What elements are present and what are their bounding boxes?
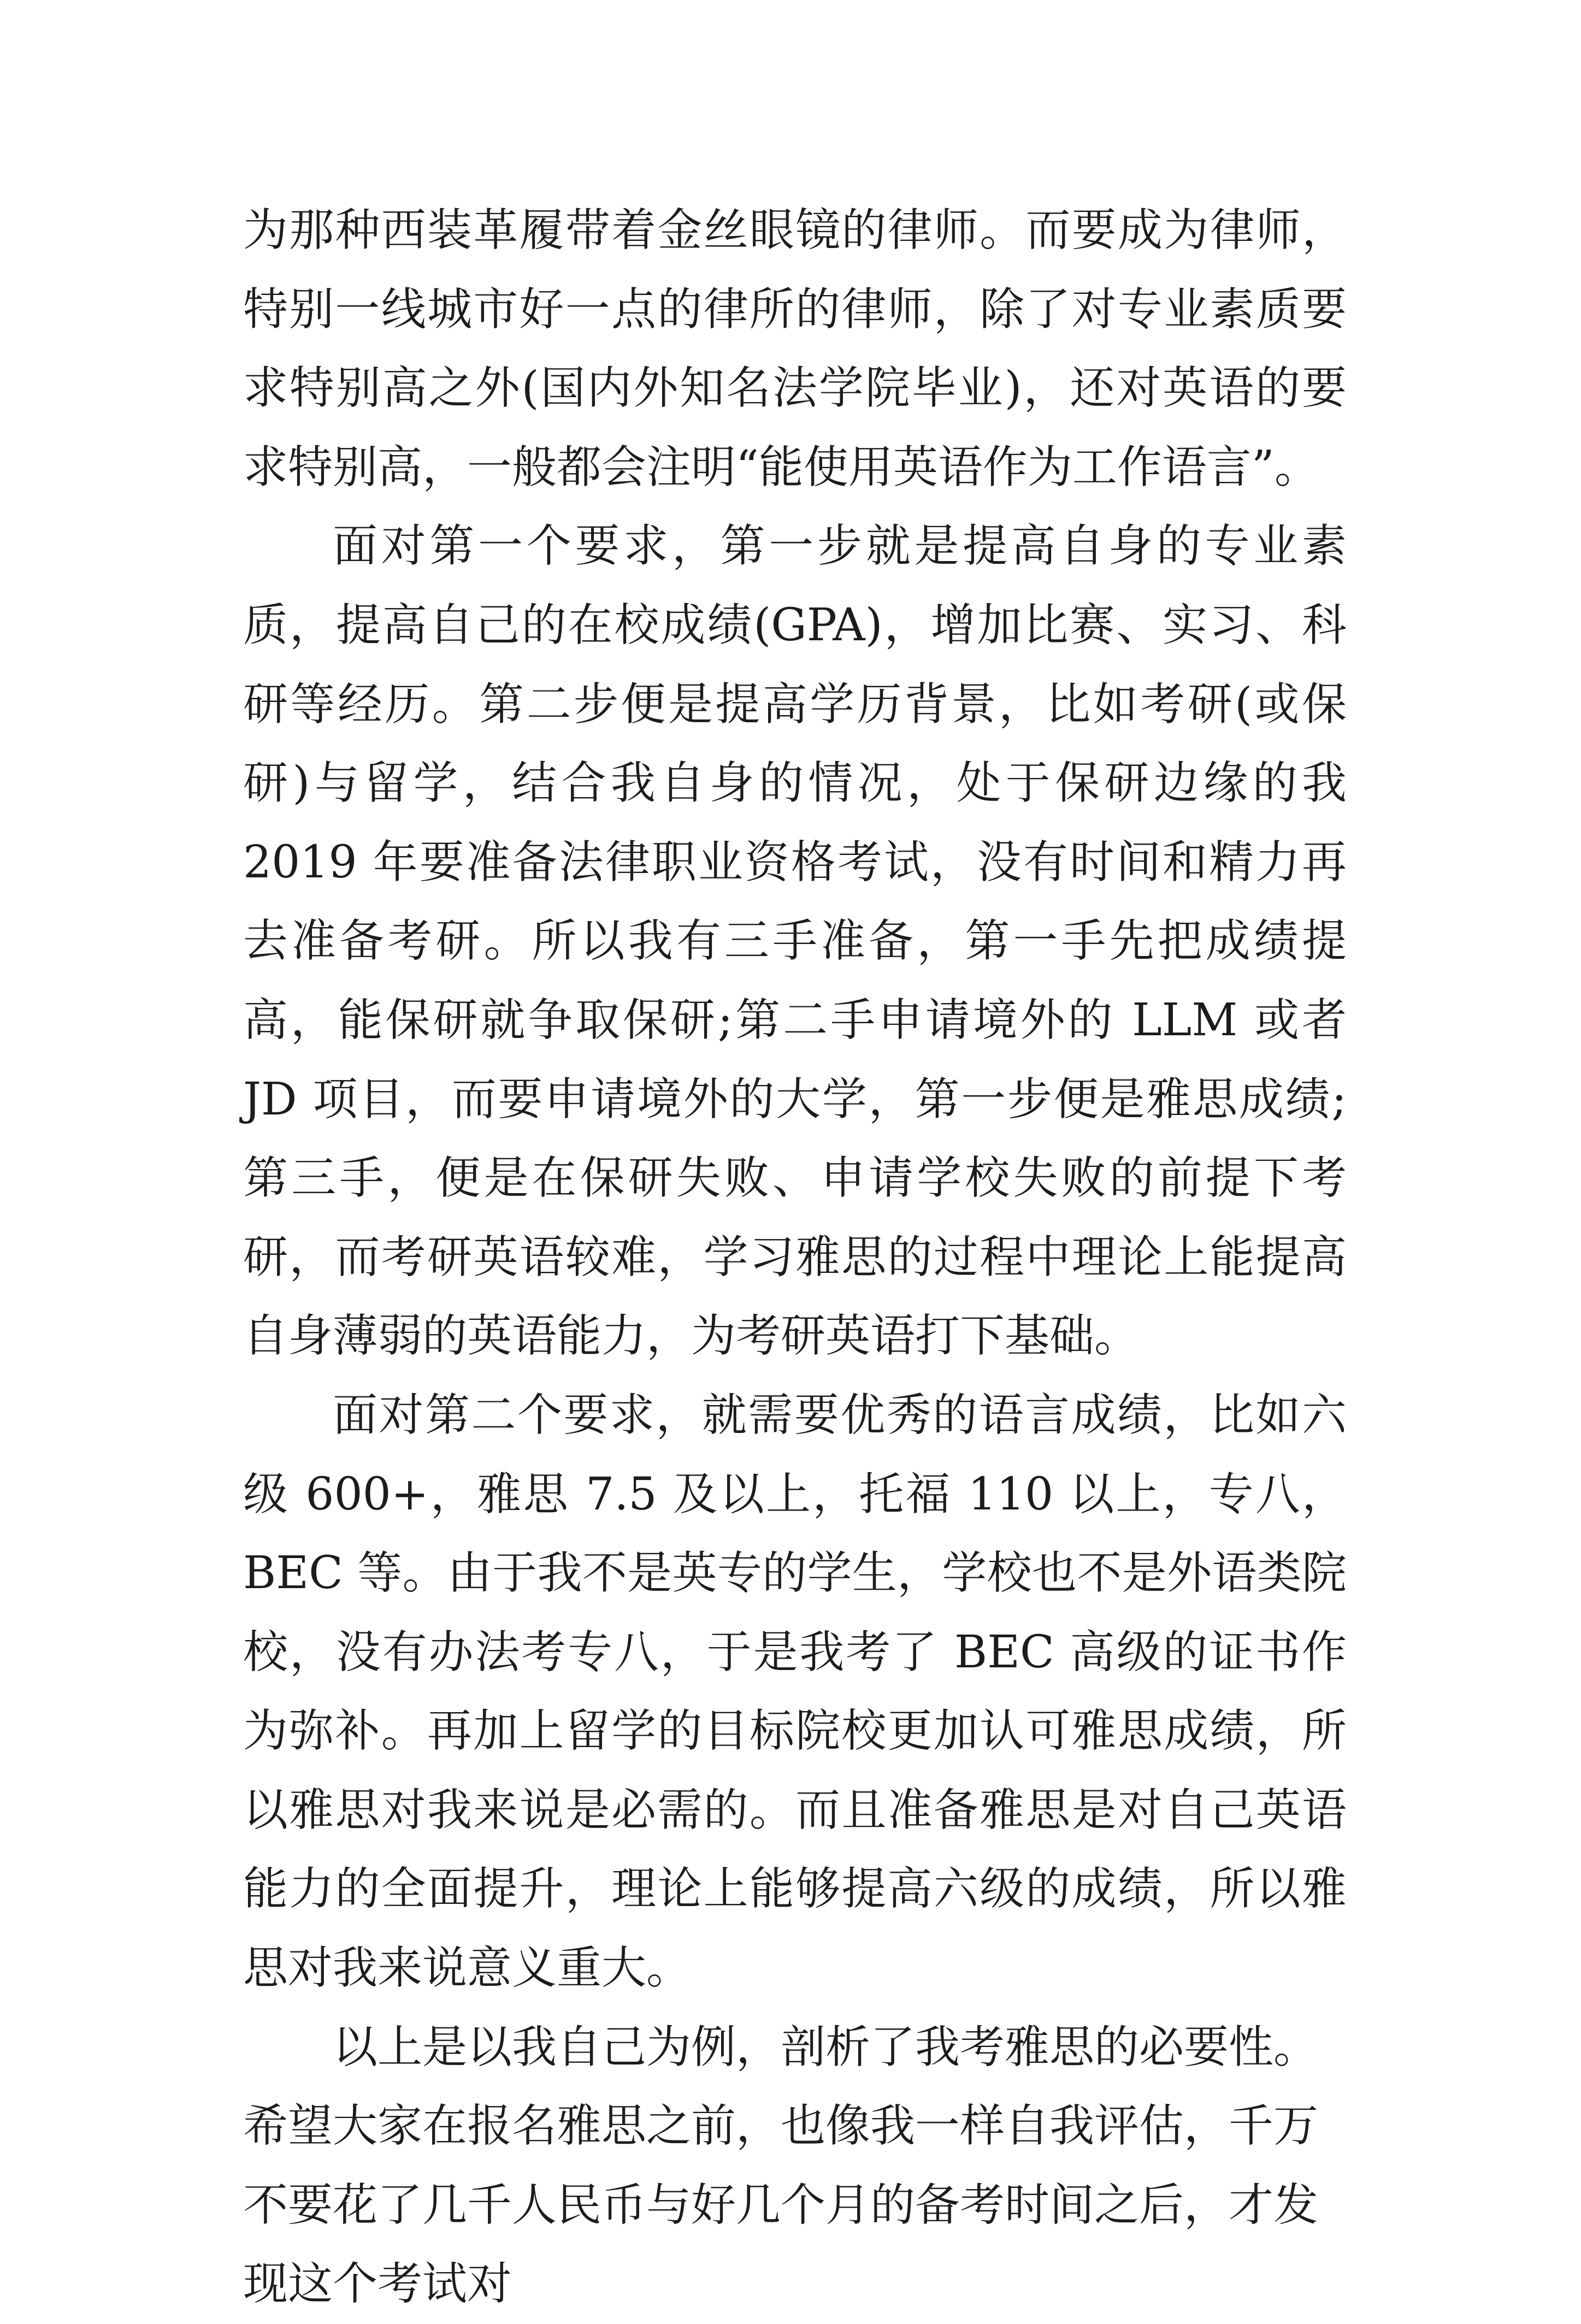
paragraph-second-requirement: 面对第二个要求，就需要优秀的语言成绩，比如六级 600+，雅思 7.5 及以上，托福 110 以上，专八，BEC 等。由于我不是英专的学生，学校也不是外语类院校，没有办法考专八，于是我考了 BEC 高级的证书作为弥补。再加上留学的目标院校更加认可雅思成绩，所以雅思对我来说是必需的。而且准备雅思是对自己英语能力的全面提升，理论上能够提高六级的成绩，所以雅思对我来说意义重大。	[243, 1389, 1347, 1995]
paragraph-continuation: 为那种西装革履带着金丝眼镜的律师。而要成为律师，特别一线城市好一点的律所的律师，除了对专业素质要求特别高之外(国内外知名法学院毕业)，还对英语的要求特别高，一般都会注明“能使用英语作为工作语言”。	[243, 204, 1347, 493]
paragraph-conclusion: 以上是以我自己为例，剖析了我考雅思的必要性。希望大家在报名雅思之前，也像我一样自我评估，千万不要花了几千人民币与好几个月的备考时间之后，才发现这个考试对	[243, 2021, 1319, 2310]
body-text	[243, 191, 1347, 2324]
paragraph-first-requirement: 面对第一个要求，第一步就是提高自身的专业素质，提高自己的在校成绩(GPA)，增加比赛、实习、科研等经历。第二步便是提高学历背景，比如考研(或保研)与留学，结合我自身的情况，处于保研边缘的我 2019 年要准备法律职业资格考试，没有时间和精力再去准备考研。所以我有三手准备，第一手先把成绩提高，能保研就争取保研;第二手申请境外的 LLM 或者 JD 项目，而要申请境外的大学，第一步便是雅思成绩;第三手，便是在保研失败、申请学校失败的前提下考研，而考研英语较难，学习雅思的过程中理论上能提高自身薄弱的英语能力，为考研英语打下基础。	[243, 520, 1347, 1362]
